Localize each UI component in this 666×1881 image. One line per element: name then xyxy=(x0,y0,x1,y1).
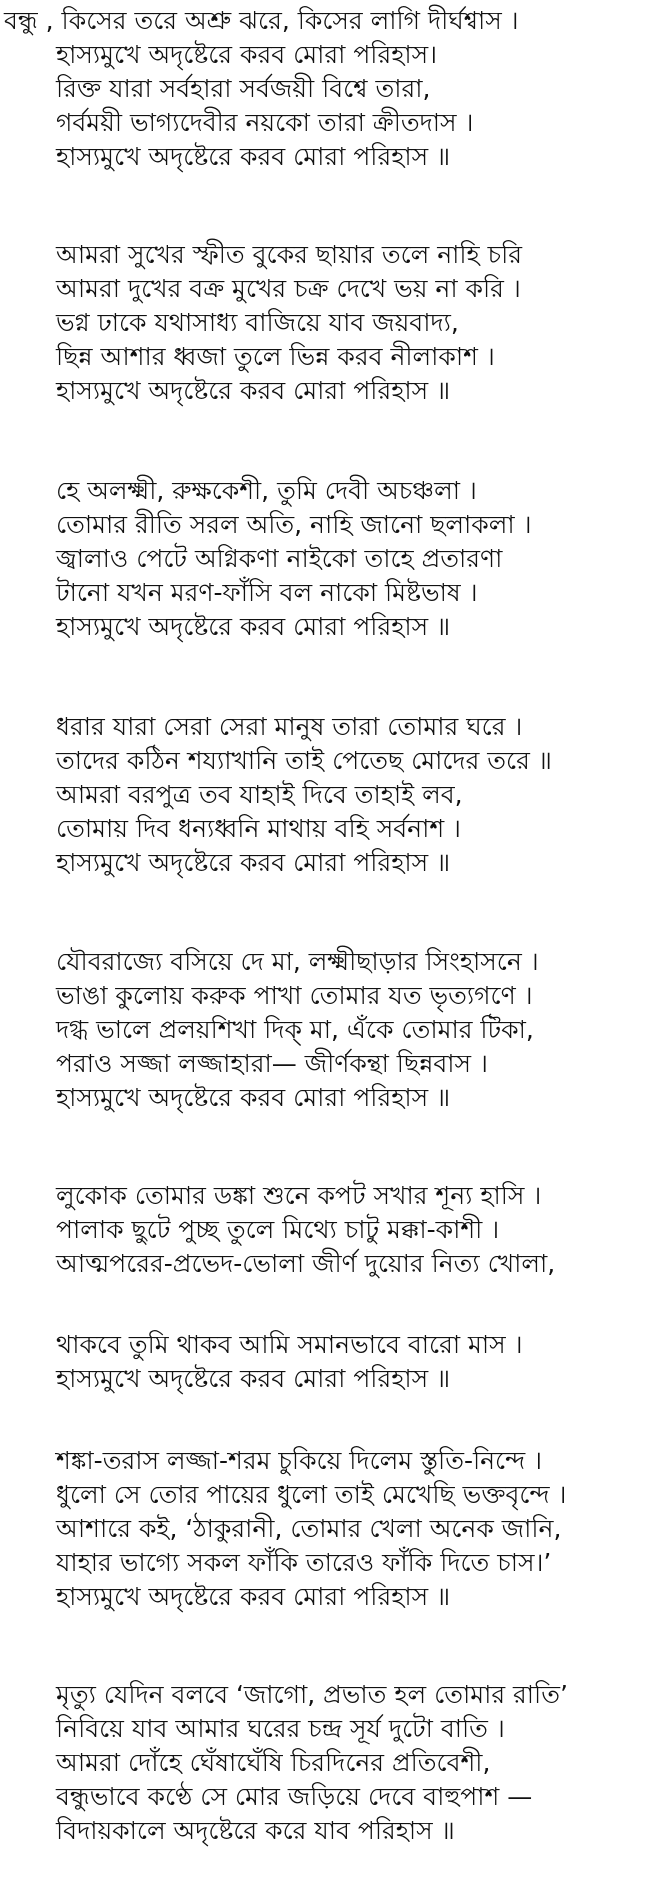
poem-line: গর্বময়ী ভাগ্যদেবীর নয়কো তারা ক্রীতদাস । xyxy=(56,108,474,137)
poem-line: নিবিয়ে যাব আমার ঘরের চন্দ্র সূর্য দুটো বাতি । xyxy=(56,1714,505,1743)
poem-line: যাহার ভাগ্যে সকল ফাঁকি তারেও ফাঁকি দিতে চাস।’ xyxy=(56,1548,552,1577)
poem-line: বিদায়কালে অদৃষ্টেরে করে যাব পরিহাস ॥ xyxy=(56,1816,455,1845)
poem-line: ছিন্ন আশার ধ্বজা তুলে ভিন্ন করব নীলাকাশ । xyxy=(56,342,495,371)
poem-line: পরাও সজ্জা লজ্জাহারা— জীর্ণকন্থা ছিন্নবাস । xyxy=(56,1049,488,1078)
poem-line: আমরা দুখের বক্র মুখের চক্র দেখে ভয় না করি । xyxy=(56,274,521,303)
poem-line: শঙ্কা-তরাস লজ্জা-শরম চুকিয়ে দিলেম স্তুতি-নিন্দে । xyxy=(56,1446,543,1475)
poem-line: রিক্ত যারা সর্বহারা সর্বজয়ী বিশ্বে তারা, xyxy=(56,74,431,103)
poem-line: জ্বালাও পেটে অগ্নিকণা নাইকো তাহে প্রতারণা xyxy=(56,544,503,573)
poem-line: ভাঙা কুলোয় করুক পাখা তোমার যত ভৃত্যগণে । xyxy=(56,981,533,1010)
poem-line: আমরা দোঁহে ঘেঁষাঘেঁষি চিরদিনের প্রতিবেশী, xyxy=(56,1748,491,1777)
poem-line: বন্ধুভাবে কণ্ঠে সে মোর জড়িয়ে দেবে বাহুপাশ — xyxy=(56,1782,533,1811)
poem-line: হাস্যমুখে অদৃষ্টেরে করব মোরা পরিহাস ॥ xyxy=(56,142,451,171)
poem-line: হাস্যমুখে অদৃষ্টেরে করব মোরা পরিহাস ॥ xyxy=(56,848,451,877)
poem-line: আত্মপরের-প্রভেদ-ভোলা জীর্ণ দুয়োর নিত্য খোলা, xyxy=(56,1249,556,1278)
poem-line: বন্ধু , কিসের তরে অশ্রু ঝরে, কিসের লাগি দীর্ঘশ্বাস । xyxy=(4,6,519,35)
poem-line: আমরা সুখের স্ফীত বুকের ছায়ার তলে নাহি চরি xyxy=(56,240,523,269)
poem-line: তোমায় দিব ধন্যধ্বনি মাথায় বহি সর্বনাশ । xyxy=(56,814,461,843)
poem-line: আশারে কই, ‘ঠাকুরানী, তোমার খেলা অনেক জানি, xyxy=(56,1514,562,1543)
poem-line: থাকবে তুমি থাকব আমি সমানভাবে বারো মাস । xyxy=(56,1330,523,1359)
poem-line: মৃত্যু যেদিন বলবে ‘জাগো, প্রভাত হল তোমার রাতি’ xyxy=(56,1680,568,1709)
poem-line: তাদের কঠিন শয্যাখানি তাই পেতেছ মোদের তরে ॥ xyxy=(56,746,552,775)
poem-line: হাস্যমুখে অদৃষ্টেরে করব মোরা পরিহাস। xyxy=(56,40,438,69)
poem-line: ধুলো সে তোর পায়ের ধুলো তাই মেখেছি ভক্তবৃন্দে । xyxy=(56,1480,567,1509)
poem-line: ভগ্ন ঢাকে যথাসাধ্য বাজিয়ে যাব জয়বাদ্য, xyxy=(56,308,459,337)
poem-line: যৌবরাজ্যে বসিয়ে দে মা, লক্ষ্মীছাড়ার সিংহাসনে । xyxy=(56,947,539,976)
poem-line: টানো যখন মরণ-ফাঁসি বল নাকো মিষ্টভাষ । xyxy=(56,578,478,607)
poem-line: ধরার যারা সেরা সেরা মানুষ তারা তোমার ঘরে । xyxy=(56,712,523,741)
poem-line: হাস্যমুখে অদৃষ্টেরে করব মোরা পরিহাস ॥ xyxy=(56,376,451,405)
poem-line: হাস্যমুখে অদৃষ্টেরে করব মোরা পরিহাস ॥ xyxy=(56,1364,451,1393)
poem-line: হে অলক্ষ্মী, রুক্ষকেশী, তুমি দেবী অচঞ্চলা । xyxy=(56,476,477,505)
poem-line: লুকোক তোমার ডঙ্কা শুনে কপট সখার শূন্য হাসি । xyxy=(56,1181,542,1210)
poem-line: হাস্যমুখে অদৃষ্টেরে করব মোরা পরিহাস ॥ xyxy=(56,1083,451,1112)
poem-line: হাস্যমুখে অদৃষ্টেরে করব মোরা পরিহাস ॥ xyxy=(56,1582,451,1611)
poem-line: পালাক ছুটে পুচ্ছ তুলে মিথ্যে চাটু মক্কা-কাশী । xyxy=(56,1215,500,1244)
poem-line: হাস্যমুখে অদৃষ্টেরে করব মোরা পরিহাস ॥ xyxy=(56,612,451,641)
poem-line: দগ্ধ ভালে প্রলয়শিখা দিক্‌ মা, এঁকে তোমার টিকা, xyxy=(56,1015,534,1044)
poem-line: আমরা বরপুত্র তব যাহাই দিবে তাহাই লব, xyxy=(56,780,463,809)
poem-line: তোমার রীতি সরল অতি, নাহি জানো ছলাকলা । xyxy=(56,510,532,539)
